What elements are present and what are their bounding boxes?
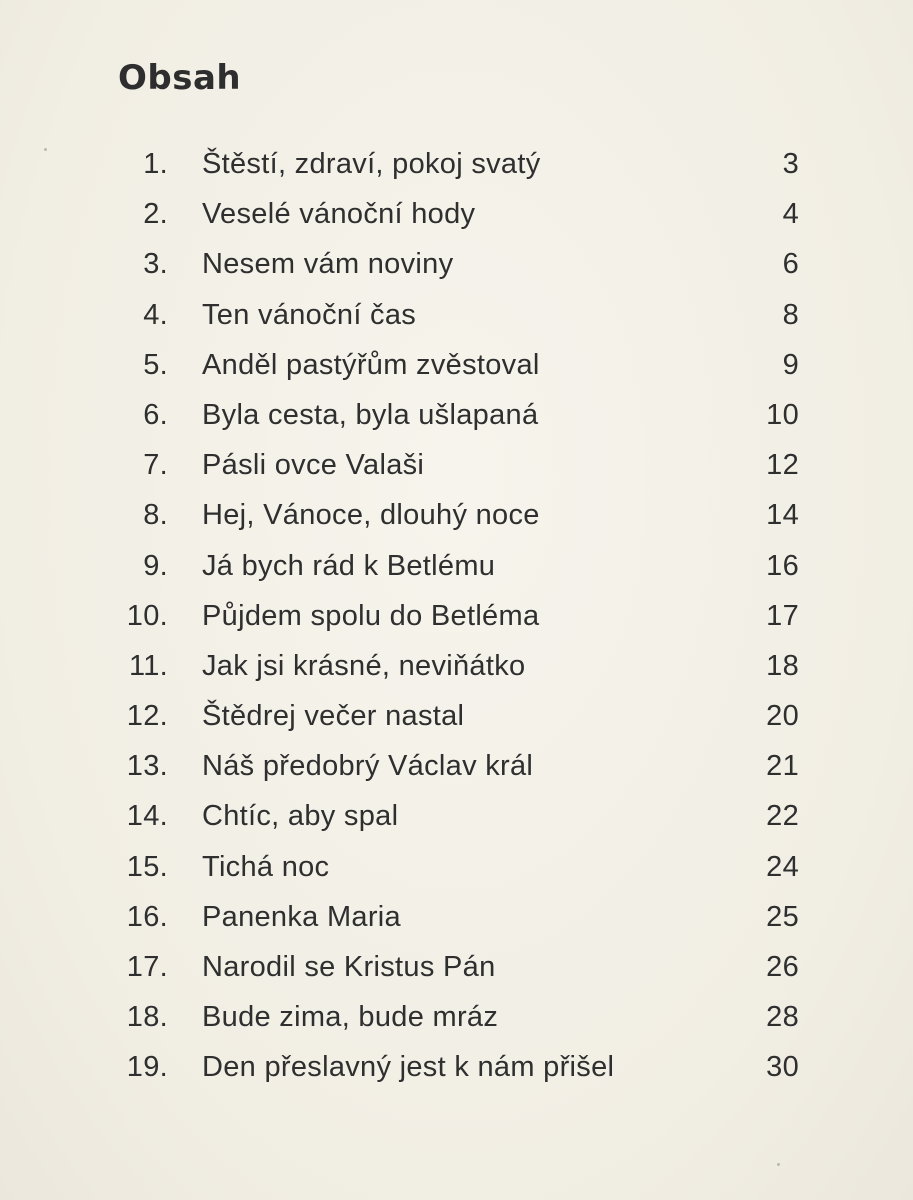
- entry-number: 5.: [143, 348, 168, 381]
- entry-page-number: 26: [766, 951, 799, 983]
- table-of-contents: [110, 148, 810, 1102]
- entry-title: Pásli ovce Valaši: [202, 449, 425, 482]
- toc-entry: [110, 550, 810, 600]
- entry-page-number: 4: [782, 198, 799, 231]
- entry-number: 11.: [128, 649, 168, 682]
- entry-page-number: 28: [766, 1001, 799, 1034]
- toc-entry: [110, 349, 810, 399]
- entry-number: 17.: [126, 951, 168, 983]
- toc-entry: [110, 499, 810, 549]
- entry-title: Štědrej večer nastal: [202, 700, 465, 733]
- entry-number: 8.: [143, 499, 168, 532]
- toc-entry: [110, 148, 810, 198]
- entry-number: 16.: [126, 900, 168, 933]
- entry-title: Půjdem spolu do Betléma: [202, 599, 540, 632]
- entry-title: Bude zima, bude mráz: [202, 1001, 499, 1034]
- entry-title: Panenka Maria: [202, 900, 401, 933]
- entry-page-number: 9: [782, 348, 799, 381]
- toc-entry: [110, 449, 810, 499]
- entry-title: Den přeslavný jest k nám přišel: [202, 1051, 615, 1084]
- entry-title: Byla cesta, byla ušlapaná: [202, 398, 539, 431]
- entry-page-number: 16: [766, 549, 799, 582]
- entry-title: Chtíc, aby spal: [202, 800, 399, 833]
- entry-page-number: 12: [766, 449, 799, 482]
- entry-number: 15.: [126, 850, 168, 883]
- entry-number: 6.: [143, 398, 168, 431]
- entry-page-number: 30: [766, 1051, 799, 1084]
- entry-title: Veselé vánoční hody: [202, 198, 476, 231]
- entry-number: 14.: [126, 800, 168, 833]
- toc-entry: [110, 750, 810, 800]
- entry-number: 1.: [143, 148, 168, 180]
- paper-speck: [777, 1163, 780, 1166]
- toc-entry: [110, 399, 810, 449]
- toc-entry: [110, 700, 810, 750]
- entry-number: 18.: [126, 1001, 168, 1034]
- entry-number: 9.: [143, 549, 168, 582]
- entry-title: Tichá noc: [202, 850, 330, 883]
- entry-page-number: 10: [766, 398, 799, 431]
- entry-page-number: 21: [766, 750, 799, 783]
- entry-title: Náš předobrý Václav král: [202, 750, 534, 783]
- toc-entry: [110, 800, 810, 850]
- entry-number: 13.: [126, 750, 168, 783]
- entry-title: Narodil se Kristus Pán: [202, 951, 496, 983]
- toc-entry: [110, 299, 810, 349]
- entry-page-number: 8: [782, 298, 799, 331]
- entry-page-number: 22: [766, 800, 799, 833]
- entry-page-number: 24: [766, 850, 799, 883]
- entry-page-number: 17: [766, 599, 799, 632]
- entry-title: Já bych rád k Betlému: [202, 549, 496, 582]
- entry-page-number: 3: [782, 148, 799, 180]
- entry-title: Hej, Vánoce, dlouhý noce: [202, 499, 540, 532]
- entry-page-number: 6: [782, 248, 799, 281]
- entry-page-number: 18: [766, 649, 799, 682]
- toc-entry: [110, 1001, 810, 1051]
- toc-entry: [110, 248, 810, 298]
- entry-number: 12.: [126, 700, 168, 733]
- entry-number: 19.: [126, 1051, 168, 1084]
- entry-title: Jak jsi krásné, neviňátko: [202, 649, 526, 682]
- paper-speck: [44, 148, 47, 151]
- entry-page-number: 14: [766, 499, 799, 532]
- toc-entry: [110, 198, 810, 248]
- entry-number: 3.: [143, 248, 168, 281]
- entry-title: Nesem vám noviny: [202, 248, 454, 281]
- entry-number: 7.: [143, 449, 168, 482]
- entry-number: 4.: [143, 298, 168, 331]
- entry-title: Ten vánoční čas: [202, 298, 417, 331]
- entry-title: Štěstí, zdraví, pokoj svatý: [202, 148, 541, 180]
- toc-entry: [110, 901, 810, 951]
- toc-entry: [110, 600, 810, 650]
- entry-number: 2.: [143, 198, 168, 231]
- entry-number: 10.: [126, 599, 168, 632]
- entry-title: Anděl pastýřům zvěstoval: [202, 348, 540, 381]
- toc-entry: [110, 851, 810, 901]
- toc-entry: [110, 951, 810, 1001]
- entry-page-number: 20: [766, 700, 799, 733]
- page-title: Obsah: [118, 58, 242, 98]
- toc-entry: [110, 1051, 810, 1101]
- toc-entry: [110, 650, 810, 700]
- entry-page-number: 25: [766, 900, 799, 933]
